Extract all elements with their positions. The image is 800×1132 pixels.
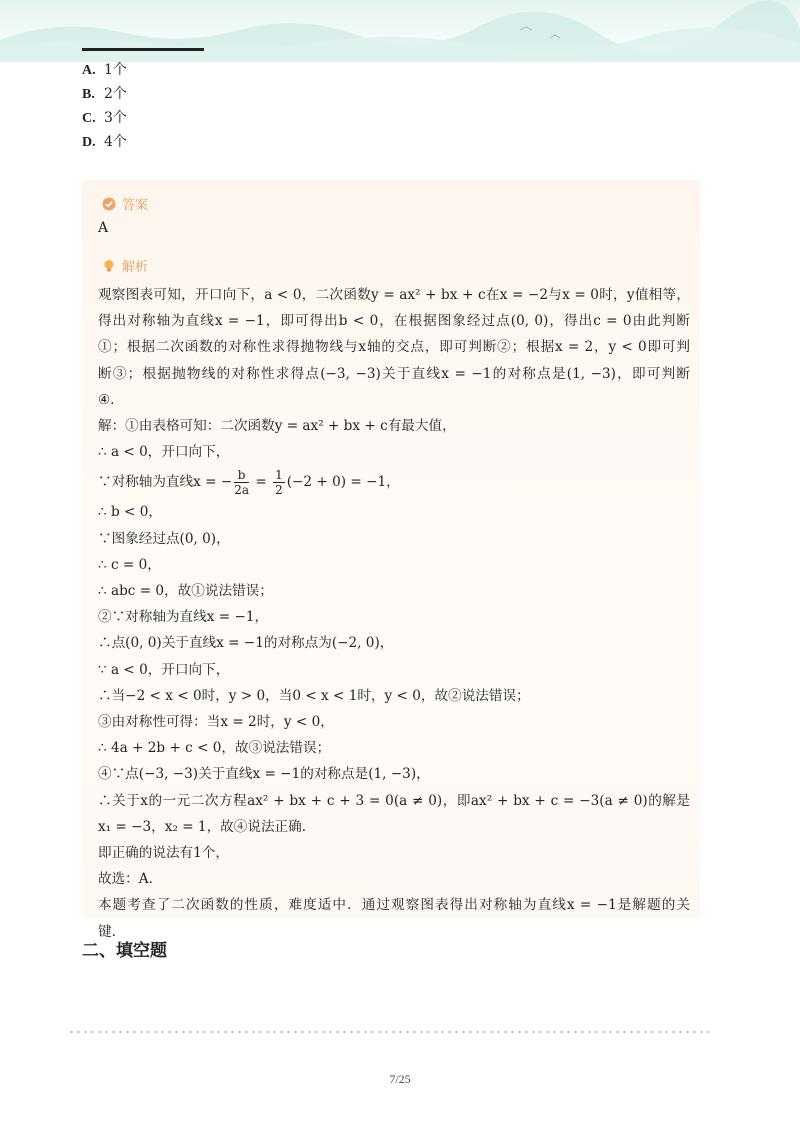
solution-line: ④∵点(−3, −3)关于直线x = −1的对称点是(1, −3)， (98, 766, 430, 783)
option-b: B. 2个 (82, 86, 127, 102)
solution-line: ∴ 4a + 2b + c < 0，故③说法错误； (98, 740, 331, 757)
solution-line: 本题考查了二次函数的性质，难度适中．通过观察图表得出对称轴为直线x = −1是解题的关 (98, 897, 690, 914)
solution-line: ∵图象经过点(0, 0)， (98, 530, 230, 547)
lightbulb-icon (102, 259, 116, 273)
analysis-line: ①；根据二次函数的对称性求得抛物线与x轴的交点，即可判断②；根据x = 2，y < 0即可判 (98, 339, 690, 356)
solution-line: ∴ abc = 0，故①说法错误； (98, 583, 273, 600)
solution-line: ∴点(0, 0)关于直线x = −1的对称点为(−2, 0)， (98, 635, 394, 652)
solution-line: x₁ = −3，x₂ = 1，故④说法正确. (98, 818, 307, 835)
answer-card (82, 180, 700, 940)
solution-line: ∴ b < 0， (98, 504, 162, 521)
option-d: D. 4个 (82, 134, 127, 150)
top-rule (82, 48, 204, 51)
solution-line: ∴当−2 < x < 0时，y > 0，当0 < x < 1时，y < 0，故②说法错误； (98, 687, 530, 704)
answer-label: 答案 (102, 194, 148, 213)
section-title: 二、填空题 (82, 941, 167, 961)
solution-line: ②∵对称轴为直线x = −1， (98, 609, 269, 626)
solution-line-fraction: ∵对称轴为直线x = − $\frac{b}{2a}$ = $\frac{1}{2}$ (−2 + 0) = −1， (98, 468, 400, 498)
fraction: $\frac{b}{2a}$ (234, 468, 250, 498)
solution-line: 键. (98, 923, 116, 940)
options-list (82, 58, 127, 154)
analysis-line: 观察图表可知，开口向下，a < 0，二次函数y = ax² + bx + c在x = −2与x = 0时，y值相等， (98, 287, 690, 303)
solution-line: ③由对称性可得：当x = 2时，y < 0， (98, 714, 334, 731)
solution-line: 即正确的说法有1个， (98, 845, 229, 862)
page-number: 7/25 (389, 1072, 411, 1086)
option-a: A. 1个 (82, 62, 127, 78)
analysis-line: 断③；根据抛物线的对称性求得点(−3, −3)关于直线x = −1的对称点是(1, −3)，即可判断 (98, 365, 690, 382)
analysis-text (98, 282, 690, 945)
solution-line: 解：①由表格可知：二次函数y = ax² + bx + c有最大值， (98, 418, 456, 435)
solution-line: ∴ c = 0， (98, 556, 161, 573)
analysis-line: 得出对称轴为直线x = −1，即可得出b < 0，在根据图象经过点(0, 0)，得出c = 0由此判断 (98, 313, 690, 330)
fraction: $\frac{1}{2}$ (275, 468, 283, 498)
solution-line: 故选：A. (98, 871, 153, 888)
option-c: C. 3个 (82, 110, 127, 126)
answer-value: A (98, 220, 109, 236)
solution-line: ∵ a < 0，开口向下， (98, 661, 230, 678)
check-badge-icon (102, 197, 116, 211)
solution-line: ∴关于x的一元二次方程ax² + bx + c + 3 = 0(a ≠ 0)，即ax² + bx + c = −3(a ≠ 0)的解是 (98, 792, 690, 809)
analysis-line: ④. (98, 391, 115, 408)
solution-line: ∴ a < 0，开口向下， (98, 444, 230, 461)
dotted-divider (68, 1031, 710, 1033)
header-decoration (0, 0, 800, 62)
analysis-label: 解析 (102, 256, 148, 275)
